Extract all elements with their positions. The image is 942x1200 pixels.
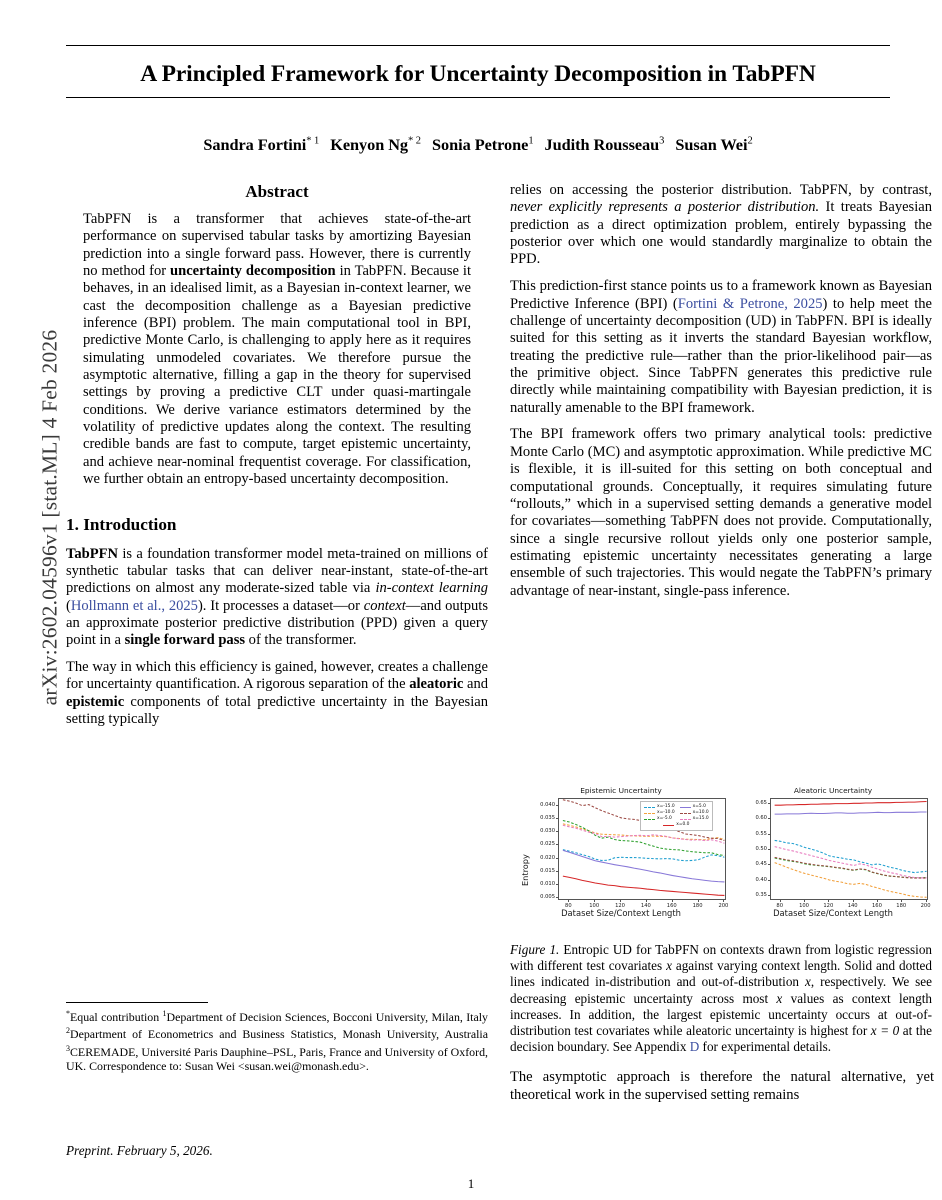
x-axis-tick-label: 200: [718, 902, 729, 909]
top-rule: [66, 45, 890, 46]
preprint-line: Preprint. February 5, 2026.: [66, 1143, 213, 1158]
series-line-xneg50: [775, 858, 927, 878]
intro-text-b: (: [66, 597, 71, 614]
y-axis-tick-label: 0.020: [540, 854, 555, 861]
chart-xlabel-epistemic: Dataset Size/Context Length: [561, 908, 681, 918]
legend-swatch: [680, 819, 691, 820]
footnote-asterisk: *: [66, 1009, 70, 1018]
chart-title-aleatoric: Aleatoric Uncertainty: [793, 786, 873, 795]
y-axis-tick-label: 0.60: [755, 815, 767, 822]
page-number: 1: [467, 1176, 475, 1191]
y-axis-tick-label: 0.030: [540, 828, 555, 835]
x-axis-tick-label: 80: [776, 902, 784, 909]
caption-text-f: for experimental details.: [699, 1039, 832, 1055]
y-axis-tick-label: 0.040: [540, 801, 555, 808]
caption-text-d: values as context length increases. In addition, the largest epistemic uncertainty occurs at out-of-distribution test covariates while aleatoric uncertainty is highest for: [510, 990, 932, 1039]
legend-item: [663, 822, 689, 828]
citation-fortini-petrone[interactable]: Fortini & Petrone, 2025: [677, 295, 823, 312]
series-lines-aleatoric: [771, 799, 929, 901]
x-axis-tick-label: 120: [823, 902, 834, 909]
footnote-text-c: Department of Econometrics and Business Statistics, Monash University, Australia: [70, 1027, 488, 1042]
intro-italic-context: context: [363, 597, 406, 614]
legend-label: x=10.0: [692, 810, 709, 815]
y-axis-tickmark: [768, 864, 770, 865]
y-axis-tickmark: [556, 805, 558, 806]
x-axis-tickmark: [646, 900, 647, 902]
footnote-sup-3: 3: [66, 1043, 70, 1053]
x-axis-tickmark: [698, 900, 699, 902]
citation-hollmann[interactable]: Hollmann et al., 2025: [70, 597, 198, 614]
series-line-x00: [563, 876, 725, 895]
author-affiliation-marks: * 1: [306, 135, 320, 147]
footnote-text-a: Equal contribution: [70, 1009, 163, 1024]
x-axis-tick-label: 100: [799, 902, 809, 909]
y-axis-tickmark: [556, 897, 558, 898]
intro-paragraph-2: [66, 659, 488, 728]
x-axis-tickmark: [877, 900, 878, 902]
y-axis-tickmark: [556, 871, 558, 872]
figure-caption: [510, 942, 932, 1055]
author-name: Judith Rousseau: [544, 135, 660, 155]
footnote-block: [66, 1002, 488, 1074]
right-paragraph-2: [510, 278, 932, 417]
author-4: [545, 135, 665, 154]
x-axis-tickmark: [828, 900, 829, 902]
right-paragraph-3: The BPI framework offers two primary analytical tools: predictive Monte Carlo (MC) and asymptotic approximation. While predictive MC is flexible, it is ill-suited for this setting on both conceptual and computational grounds. Conceptually, it requires simulating future “rollouts,” which in a supervised setting demands a generative model for covariates—something TabPFN does not provide. Computationally, since a single recursive rollout yields only one posterior sample, estimating epistemic uncertainty necessitates generating a large ensemble of such trajectories. This would negate the TabPFN’s primary advantage of near-instant, single-pass inference.: [510, 426, 932, 599]
caption-math-x4: x = 0: [870, 1023, 900, 1039]
legend-label: x=-15.0: [657, 804, 675, 809]
y-axis-tick-label: 0.035: [540, 814, 555, 821]
y-axis-tickmark: [768, 818, 770, 819]
legend-swatch: [644, 819, 655, 820]
caption-text-e: at the decision boundary. See Appendix: [510, 1023, 932, 1055]
author-name: Susan Wei: [675, 135, 748, 155]
x-axis-tickmark: [853, 900, 854, 902]
rc1-text-b: It treats Bayesian prediction as a direct optimization problem, entirely bypassing the posterior over which one would standardly marginalize to obtain the PPD.: [510, 199, 932, 268]
figure-label: Figure 1.: [510, 942, 560, 957]
author-affiliation-marks: 1: [528, 135, 534, 147]
y-axis-tickmark: [768, 803, 770, 804]
series-line-xneg150: [775, 840, 927, 872]
appendix-link-d[interactable]: D: [689, 1039, 700, 1055]
legend-label: x=15.0: [692, 816, 709, 821]
series-line-x00: [775, 801, 927, 805]
legend-swatch: [680, 807, 691, 808]
y-axis-tick-label: 0.015: [540, 867, 555, 874]
arxiv-stamp: arXiv:2602.04596v1 [stat.ML] 4 Feb 2026: [37, 329, 62, 706]
abstract-bold-term: uncertainty decomposition: [170, 263, 336, 280]
caption-math-x2: x: [804, 974, 811, 990]
y-axis-tickmark: [768, 834, 770, 835]
caption-math-x3: x: [776, 990, 783, 1006]
page-title: A Principled Framework for Uncertainty Decomposition in TabPFN: [140, 61, 816, 87]
legend-label: x=5.0: [692, 804, 706, 809]
intro-bold-tabpfn: TabPFN: [66, 545, 119, 562]
series-line-x100: [775, 857, 927, 878]
intro-paragraph-1: [66, 546, 488, 650]
intro-italic-icl: in-context learning: [375, 580, 489, 597]
plot-area-aleatoric: [770, 798, 928, 900]
author-affiliation-marks: * 2: [408, 135, 422, 147]
caption-text-c: , respectively. We see decreasing epistemic uncertainty across most: [510, 974, 932, 1006]
abstract-paragraph: [83, 211, 471, 489]
intro-text-e: of the transformer.: [245, 632, 357, 649]
footnote-text: [66, 1007, 488, 1074]
intro2-bold-epistemic: epistemic: [66, 693, 125, 710]
author-5: [675, 135, 752, 154]
footnote-text-d: CEREMADE, Université Paris Dauphine–PSL, Paris, France and University of Oxford, UK. Correspondence to: Susan Wei <susan.wei@monash.edu>.: [66, 1044, 488, 1074]
x-axis-tickmark: [780, 900, 781, 902]
y-axis-tickmark: [768, 849, 770, 850]
y-axis-tick-label: 0.55: [755, 830, 767, 837]
caption-text-a: Entropic UD for TabPFN on contexts drawn from logistic regression with different test covariates: [510, 942, 933, 974]
author-affiliation-marks: 2: [747, 135, 753, 147]
rc2-text-a: This prediction-first stance points us to a framework known as Bayesian Predictive Inference (BPI) (: [510, 278, 932, 312]
charts-row: [510, 786, 934, 934]
intro-bold-forward-pass: single forward pass: [124, 632, 246, 649]
abstract-body: [83, 211, 471, 489]
y-axis-tickmark: [556, 818, 558, 819]
intro2-text-b: and: [463, 676, 488, 693]
y-axis-tick-label: 0.45: [755, 861, 767, 868]
x-axis-tick-label: 200: [920, 902, 931, 909]
x-axis-tickmark: [804, 900, 805, 902]
legend-swatch: [663, 825, 674, 826]
y-axis-tickmark: [556, 858, 558, 859]
y-axis-tick-label: 0.005: [540, 894, 555, 901]
rc1-italic: never explicitly represents a posterior distribution.: [510, 199, 820, 216]
x-axis-tickmark: [901, 900, 902, 902]
x-axis-tick-label: 160: [666, 902, 677, 909]
y-axis-tickmark: [768, 880, 770, 881]
title-block: [52, 45, 890, 155]
footnote-text-b: Department of Decision Sciences, Bocconi University, Milan, Italy: [166, 1009, 488, 1024]
author-name: Sandra Fortini: [203, 135, 307, 155]
caption-math-x1: x: [666, 958, 672, 974]
x-axis-tick-label: 180: [896, 902, 907, 909]
legend-swatch: [680, 813, 691, 814]
right-paragraph-4: The asymptotic approach is therefore the natural alternative, yet theoretical work in the supervised setting remains: [510, 1069, 934, 1103]
footnote-sup-1: 1: [162, 1009, 167, 1018]
y-axis-tick-label: 0.50: [755, 846, 767, 852]
chart-epistemic-uncertainty: [510, 786, 732, 934]
y-axis-tick-label: 0.010: [540, 881, 555, 888]
legend-swatch: [644, 807, 655, 808]
chart-xlabel-aleatoric: Dataset Size/Context Length: [773, 908, 893, 918]
introduction-heading: 1. Introduction: [66, 514, 177, 534]
x-axis-tickmark: [926, 900, 927, 902]
x-axis-tick-label: 140: [640, 902, 651, 909]
y-axis-tickmark: [556, 884, 558, 885]
x-axis-tick-label: 100: [589, 902, 600, 909]
rc1-text-a: relies on accessing the posterior distribution. TabPFN, by contrast,: [510, 182, 932, 198]
chart-ylabel-entropy: Entropy: [520, 854, 530, 886]
title-bottom-rule: [66, 97, 890, 98]
footnote-rule: [66, 1002, 208, 1003]
figure-1: [510, 786, 934, 1114]
series-line-x50: [563, 850, 725, 882]
y-axis-tick-label: 0.65: [755, 799, 767, 806]
abstract-text-a: TabPFN is a transformer that achieves state-of-the-art performance on supervised tabular tasks by amortizing Bayesian prediction into a single forward pass. However, there is currently no method for: [83, 211, 471, 280]
y-axis-tickmark: [768, 895, 770, 896]
legend-label: x=-10.0: [657, 810, 675, 815]
author-affiliation-marks: 3: [659, 135, 665, 147]
chart-aleatoric-uncertainty: [732, 786, 934, 934]
y-axis-tickmark: [556, 844, 558, 845]
x-axis-tick-label: 140: [847, 902, 858, 909]
x-axis-tickmark: [568, 900, 569, 902]
x-axis-tickmark: [620, 900, 621, 902]
chart-title-epistemic: Epistemic Uncertainty: [580, 786, 662, 795]
footnote-sup-2: 2: [66, 1026, 70, 1036]
series-line-xneg150: [563, 850, 725, 861]
legend-label: x=-5.0: [657, 816, 672, 821]
legend-swatch: [644, 813, 655, 814]
x-axis-tick-label: 160: [872, 902, 882, 909]
chart-legend-epistemic: [640, 801, 713, 831]
x-axis-tickmark: [594, 900, 595, 902]
abstract-heading: Abstract: [245, 182, 309, 201]
abstract-text-b: in TabPFN. Because it behaves, in an idealised limit, as a Bayesian in-context learner, we cast the decomposition challenge as a Bayesian predictive inference (BPI) problem. The main computational tool in BPI, predictive Monte Carlo, is challenging to apply here as it requires simulating unmodeled covariates. We therefore pursue the asymptotic alternative, filling a gap in the theory for supervised settings by proving a predictive CLT under quasi-martingale conditions. We derive variance estimators determined by the volatility of predictive updates along the context. The resulting credible bands are fast to compute, target epistemic uncertainty, and achieve near-nominal frequentist coverage. For classification, we further obtain an entropy-based uncertainty decomposition.: [83, 263, 471, 488]
x-axis-tick-label: 80: [565, 902, 572, 909]
x-axis-tickmark: [672, 900, 673, 902]
x-axis-tick-label: 120: [615, 902, 625, 909]
left-column: [66, 182, 488, 738]
legend-label: x=0.0: [676, 822, 690, 827]
author-1: [203, 135, 319, 154]
rc2-text-b: ) to help meet the challenge of uncertainty decomposition (UD) in TabPFN. BPI is ideally suited for this setting as it inverts the standard Bayesian workflow, treating the predictive rule—rather than the prior-likelihood pair—as the primitive object. Since TabPFN generates this predictive rule directly while maintaining compatibility with Bayesian prediction, it is naturally amenable to the BPI framework.: [510, 295, 933, 416]
y-axis-tick-label: 0.40: [755, 876, 767, 883]
x-axis-tick-label: 180: [692, 902, 703, 909]
author-list: [66, 135, 890, 155]
y-axis-tick-label: 0.025: [540, 841, 555, 848]
body-columns: [66, 182, 932, 738]
intro2-text-a: The way in which this efficiency is gained, however, creates a challenge for uncertainty quantification. A rigorous separation of the: [66, 659, 488, 693]
intro2-text-c: components of total predictive uncertainty in the Bayesian setting typically: [66, 693, 488, 728]
intro-text-d: —and outputs an approximate posterior predictive distribution (PPD) given a query point in a: [66, 597, 488, 649]
y-axis-tick-label: 0.35: [755, 892, 767, 899]
series-line-x50: [775, 812, 927, 814]
author-2: [330, 135, 421, 154]
author-name: Kenyon Ng: [330, 135, 409, 155]
y-axis-tickmark: [556, 831, 558, 832]
intro2-bold-aleatoric: aleatoric: [409, 676, 464, 693]
intro-text-a: is a foundation transformer model meta-trained on millions of synthetic tabular tasks that can deliver near-instant, state-of-the-art predictions on almost any moderate-sized table via: [66, 545, 488, 597]
right-column: [510, 182, 932, 738]
author-3: [432, 135, 534, 154]
intro-text-c: ). It processes a dataset—or: [197, 597, 364, 614]
x-axis-tickmark: [723, 900, 724, 902]
series-line-xneg100: [775, 863, 927, 898]
caption-text-b: against varying context length. Solid and dotted lines indicated in-distribution and out-of-distribution: [510, 958, 932, 990]
right-paragraph-1: [510, 182, 932, 269]
author-name: Sonia Petrone: [432, 135, 529, 155]
